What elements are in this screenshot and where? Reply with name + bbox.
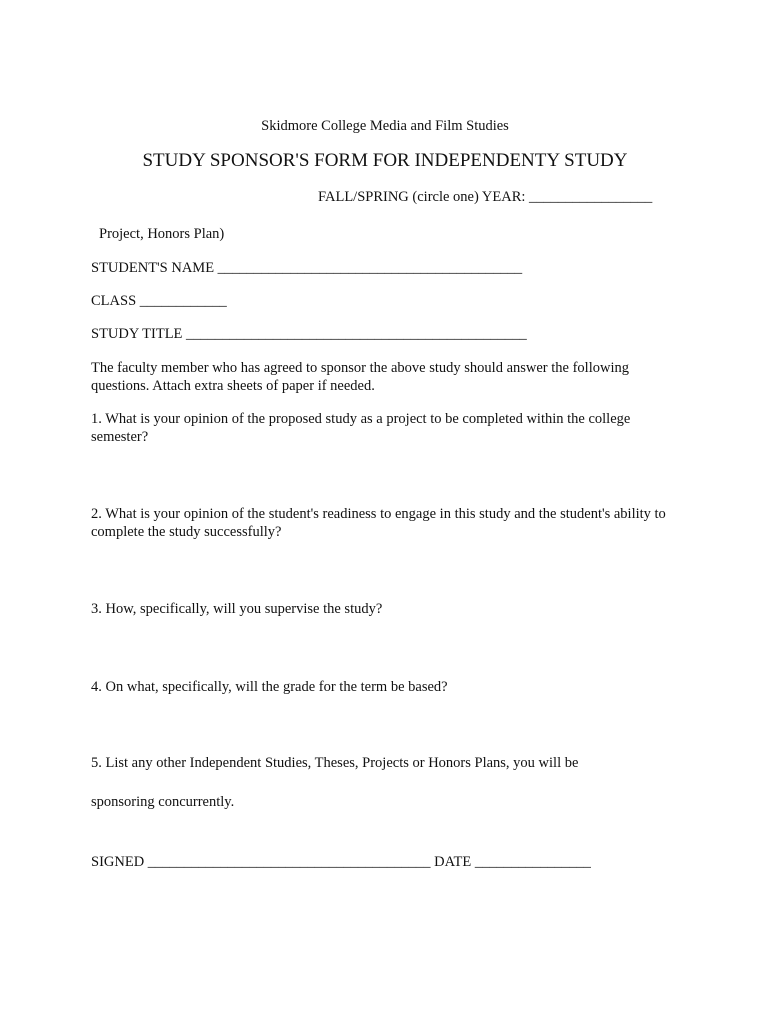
question-3: 3. How, specifically, will you supervise the study? [91,601,383,617]
question-5: 5. List any other Independent Studies, Theses, Projects or Honors Plans, you will be [91,755,579,771]
student-name-field: STUDENT'S NAME __________________________________________ [91,260,523,276]
class-field: CLASS ____________ [91,293,227,309]
term-year-line: FALL/SPRING (circle one) YEAR: _________________ [318,189,653,205]
question-2: 2. What is your opinion of the student's readiness to engage in this study and the student's ability to complete the study successfully? [91,506,666,540]
study-type-line: Project, Honors Plan) [99,226,225,242]
institution-heading: Skidmore College Media and Film Studies [261,118,509,134]
study-title-field: STUDY TITLE _______________________________________________ [91,326,527,342]
intro-paragraph: The faculty member who has agreed to sponsor the above study should answer the following questions. Attach extra sheets of paper if needed. [91,360,629,394]
question-1: 1. What is your opinion of the proposed study as a project to be completed within the college semester? [91,411,631,445]
signature-date-line: SIGNED _______________________________________ DATE ________________ [91,854,591,870]
question-5-continued: sponsoring concurrently. [91,794,235,810]
form-title: STUDY SPONSOR'S FORM FOR INDEPENDENTY STUDY [142,150,628,171]
question-4: 4. On what, specifically, will the grade for the term be based? [91,679,448,695]
